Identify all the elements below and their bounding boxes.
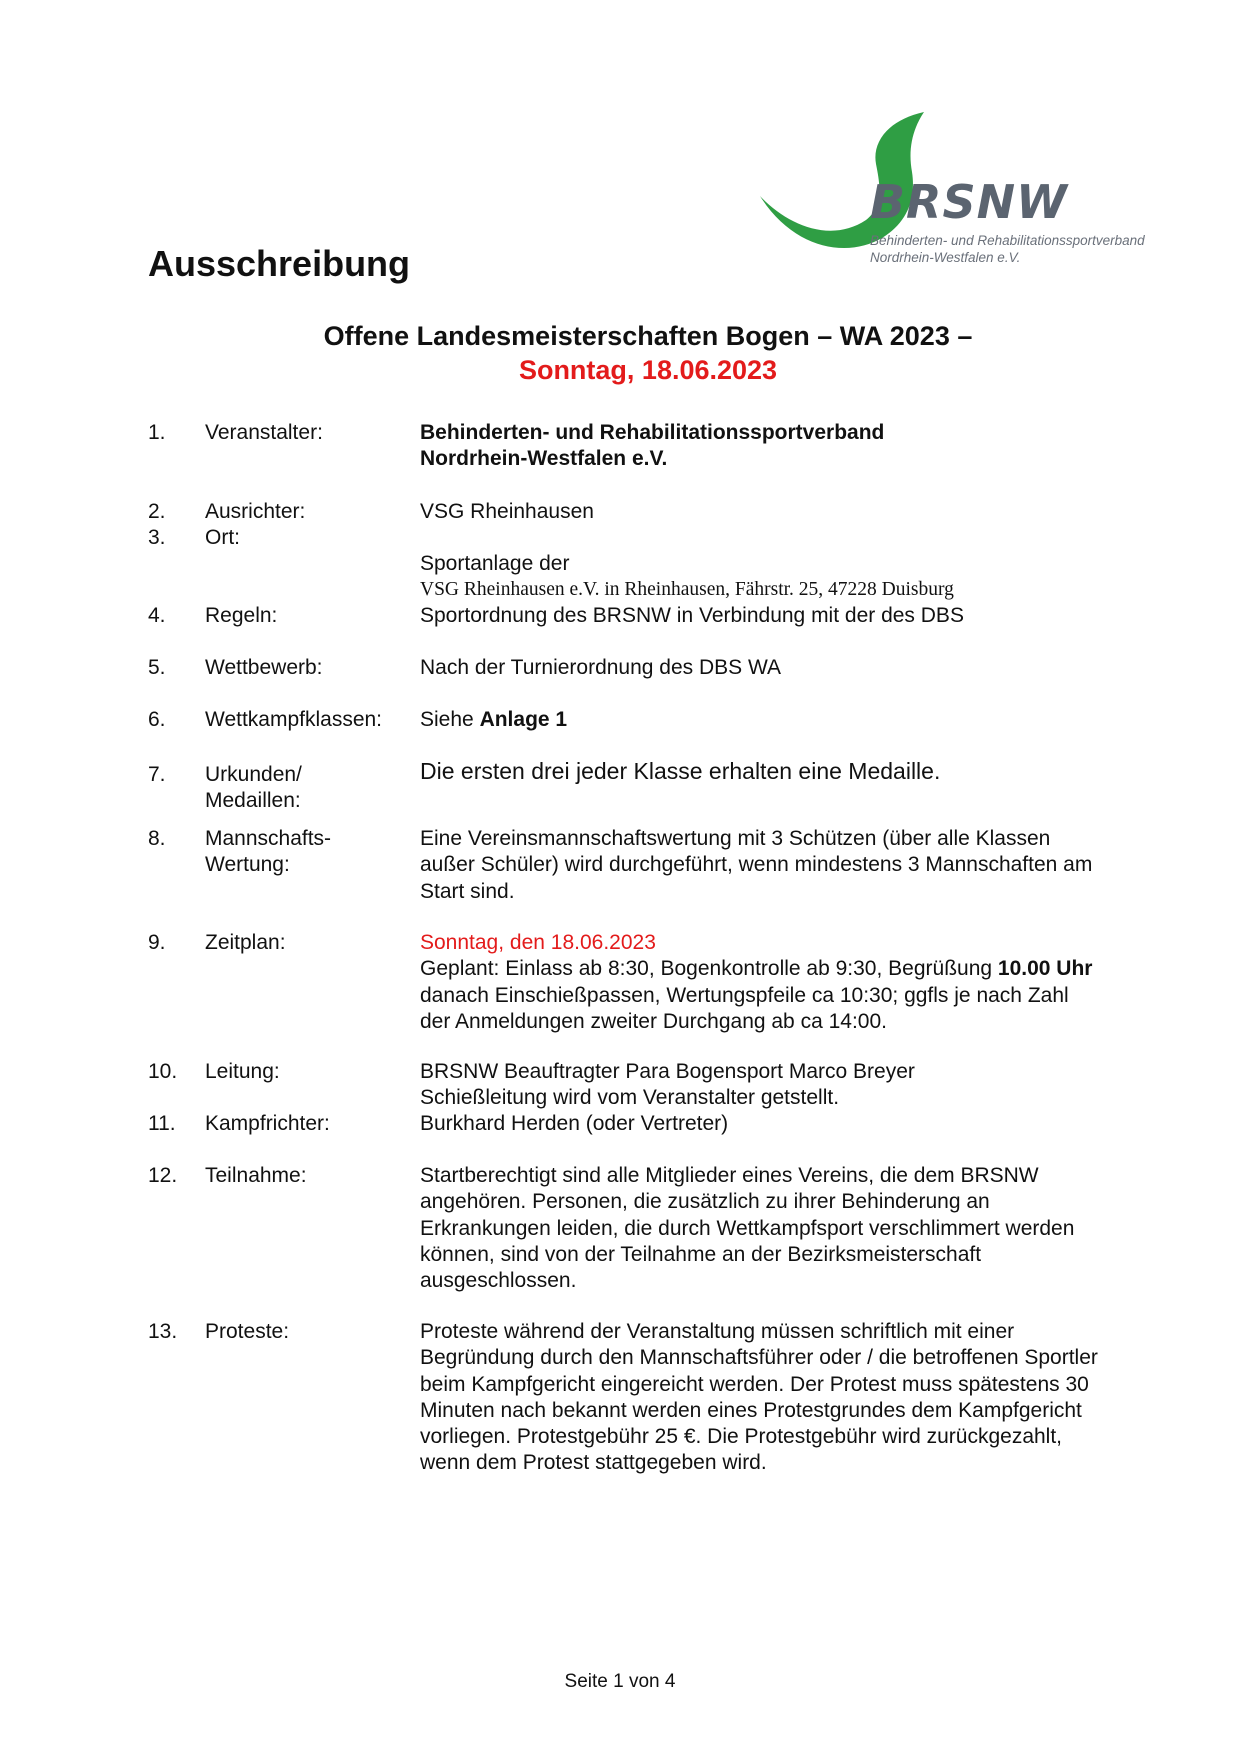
item-number: 9. — [148, 931, 166, 954]
item-number: 10. — [148, 1060, 178, 1083]
value-line: außer Schüler) wird durchgeführt, wenn mindestens 3 Mannschaften am — [420, 853, 1093, 877]
label-line: Urkunden/ — [205, 763, 302, 786]
value-line: Proteste während der Veranstaltung müssen schriftlich mit einer — [420, 1320, 1015, 1343]
label-line: Mannschafts- — [205, 827, 332, 850]
item-label — [205, 762, 405, 815]
value-line: Sportordnung des BRSNW in Verbindung mit der des DBS — [420, 604, 964, 627]
item-value — [420, 1163, 1168, 1294]
value-line: Burkhard Herden (oder Vertreter) — [420, 1112, 729, 1135]
item-value — [420, 499, 1168, 525]
item-number: 8. — [148, 827, 166, 850]
item-value — [420, 758, 1168, 784]
item-label: Regeln: — [205, 604, 278, 627]
item-number: 4. — [148, 604, 166, 627]
item-number: 5. — [148, 656, 166, 679]
value-line: Behinderten- und Rehabilitationssportverband — [420, 421, 885, 444]
value-line: beim Kampfgericht eingereicht werden. Der Protest muss spätestens 30 — [420, 1372, 1089, 1396]
value-line: Minuten nach bekannt werden eines Protestgrundes dem Kampfgericht — [420, 1398, 1082, 1422]
item-value — [420, 826, 1168, 905]
logo-subtitle-line2: Nordrhein-Westfalen e.V. — [870, 250, 1021, 265]
event-title: Offene Landesmeisterschaften Bogen – WA 2023 – — [323, 321, 973, 351]
item-value — [420, 420, 1168, 473]
item-number: 11. — [148, 1112, 176, 1135]
item-value — [420, 1111, 1168, 1137]
value-line: VSG Rheinhausen — [420, 500, 594, 523]
logo-wordmark: BRSNW — [870, 175, 1068, 229]
item-number: 1. — [148, 421, 166, 444]
item-number: 13. — [148, 1320, 178, 1343]
page-number: Seite 1 von 4 — [564, 1671, 676, 1692]
value-line: Nach der Turnierordnung des DBS WA — [420, 656, 782, 679]
item-number: 12. — [148, 1164, 178, 1187]
value-line: Start sind. — [420, 879, 515, 903]
value-line: Nordrhein-Westfalen e.V. — [420, 447, 668, 471]
item-number: 7. — [148, 763, 166, 786]
item-label: Kampfrichter: — [205, 1112, 330, 1135]
item-label — [205, 826, 405, 879]
value-line: wenn dem Protest stattgegeben wird. — [420, 1451, 767, 1475]
value-line: BRSNW Beauftragter Para Bogensport Marco Breyer — [420, 1060, 915, 1083]
value-line: VSG Rheinhausen e.V. in Rheinhausen, Fährstr. 25, 47228 Duisburg — [420, 579, 954, 601]
item-label: Proteste: — [205, 1320, 290, 1343]
value-line: danach Einschießpassen, Wertungspfeile ca 10:30; ggfls je nach Zahl — [420, 983, 1069, 1007]
value-line: Geplant: Einlass ab 8:30, Bogenkontrolle ab 9:30, Begrüßung — [420, 957, 993, 981]
value-line: Die ersten drei jeder Klasse erhalten eine Medaille. — [420, 758, 941, 784]
value-line: ausgeschlossen. — [420, 1269, 577, 1293]
item-label: Zeitplan: — [205, 931, 286, 954]
schedule-date: Sonntag, den 18.06.2023 — [420, 931, 656, 954]
item-value — [420, 930, 1168, 1035]
value-line: können, sind von der Teilnahme an der Bezirksmeisterschaft — [420, 1242, 982, 1266]
label-line: Medaillen: — [205, 789, 301, 813]
value-line: Begründung durch den Mannschaftsführer oder / die betroffenen Sportler — [420, 1346, 1098, 1370]
item-label: Ausrichter: — [205, 500, 306, 523]
item-number: 2. — [148, 500, 166, 523]
welcome-time: 10.00 Uhr — [997, 957, 1093, 981]
item-value — [420, 1319, 1168, 1477]
annex-link-text: Anlage 1 — [479, 708, 568, 731]
item-label: Teilnahme: — [205, 1164, 307, 1187]
event-date: Sonntag, 18.06.2023 — [518, 355, 778, 385]
item-value — [420, 1059, 1168, 1112]
value-line: Sportanlage der — [420, 552, 570, 575]
item-value — [420, 707, 1168, 733]
value-line: Erkrankungen leiden, die durch Wettkampfsport verschlimmert werden — [420, 1216, 1075, 1240]
item-label: Ort: — [205, 526, 240, 549]
logo-subtitle-line1: Behinderten- und Rehabilitationssportverband — [870, 233, 1145, 248]
item-value — [420, 655, 1168, 681]
item-label: Wettkampfklassen: — [205, 708, 383, 731]
item-number: 3. — [148, 526, 166, 549]
value-prefix: Siehe — [420, 708, 474, 731]
item-number: 6. — [148, 708, 166, 731]
item-label: Veranstalter: — [205, 421, 323, 444]
value-line: Eine Vereinsmannschaftswertung mit 3 Schützen (über alle Klassen — [420, 827, 1051, 850]
value-line: Startberechtigt sind alle Mitglieder eines Vereins, die dem BRSNW — [420, 1164, 1039, 1187]
label-line: Wertung: — [205, 853, 290, 877]
item-label: Wettbewerb: — [205, 656, 323, 679]
item-value — [420, 603, 1168, 629]
value-line: vorliegen. Protestgebühr 25 €. Die Protestgebühr wird zurückgezahlt, — [420, 1425, 1063, 1449]
value-line: der Anmeldungen zweiter Durchgang ab ca 14:00. — [420, 1009, 887, 1033]
page-heading: Ausschreibung — [148, 243, 411, 284]
value-line: Schießleitung wird vom Veranstalter getstellt. — [420, 1086, 840, 1110]
brsnw-logo — [758, 112, 1158, 272]
item-value — [420, 551, 1168, 604]
value-line: angehören. Personen, die zusätzlich zu ihrer Behinderung an — [420, 1190, 990, 1214]
item-label: Leitung: — [205, 1060, 280, 1083]
